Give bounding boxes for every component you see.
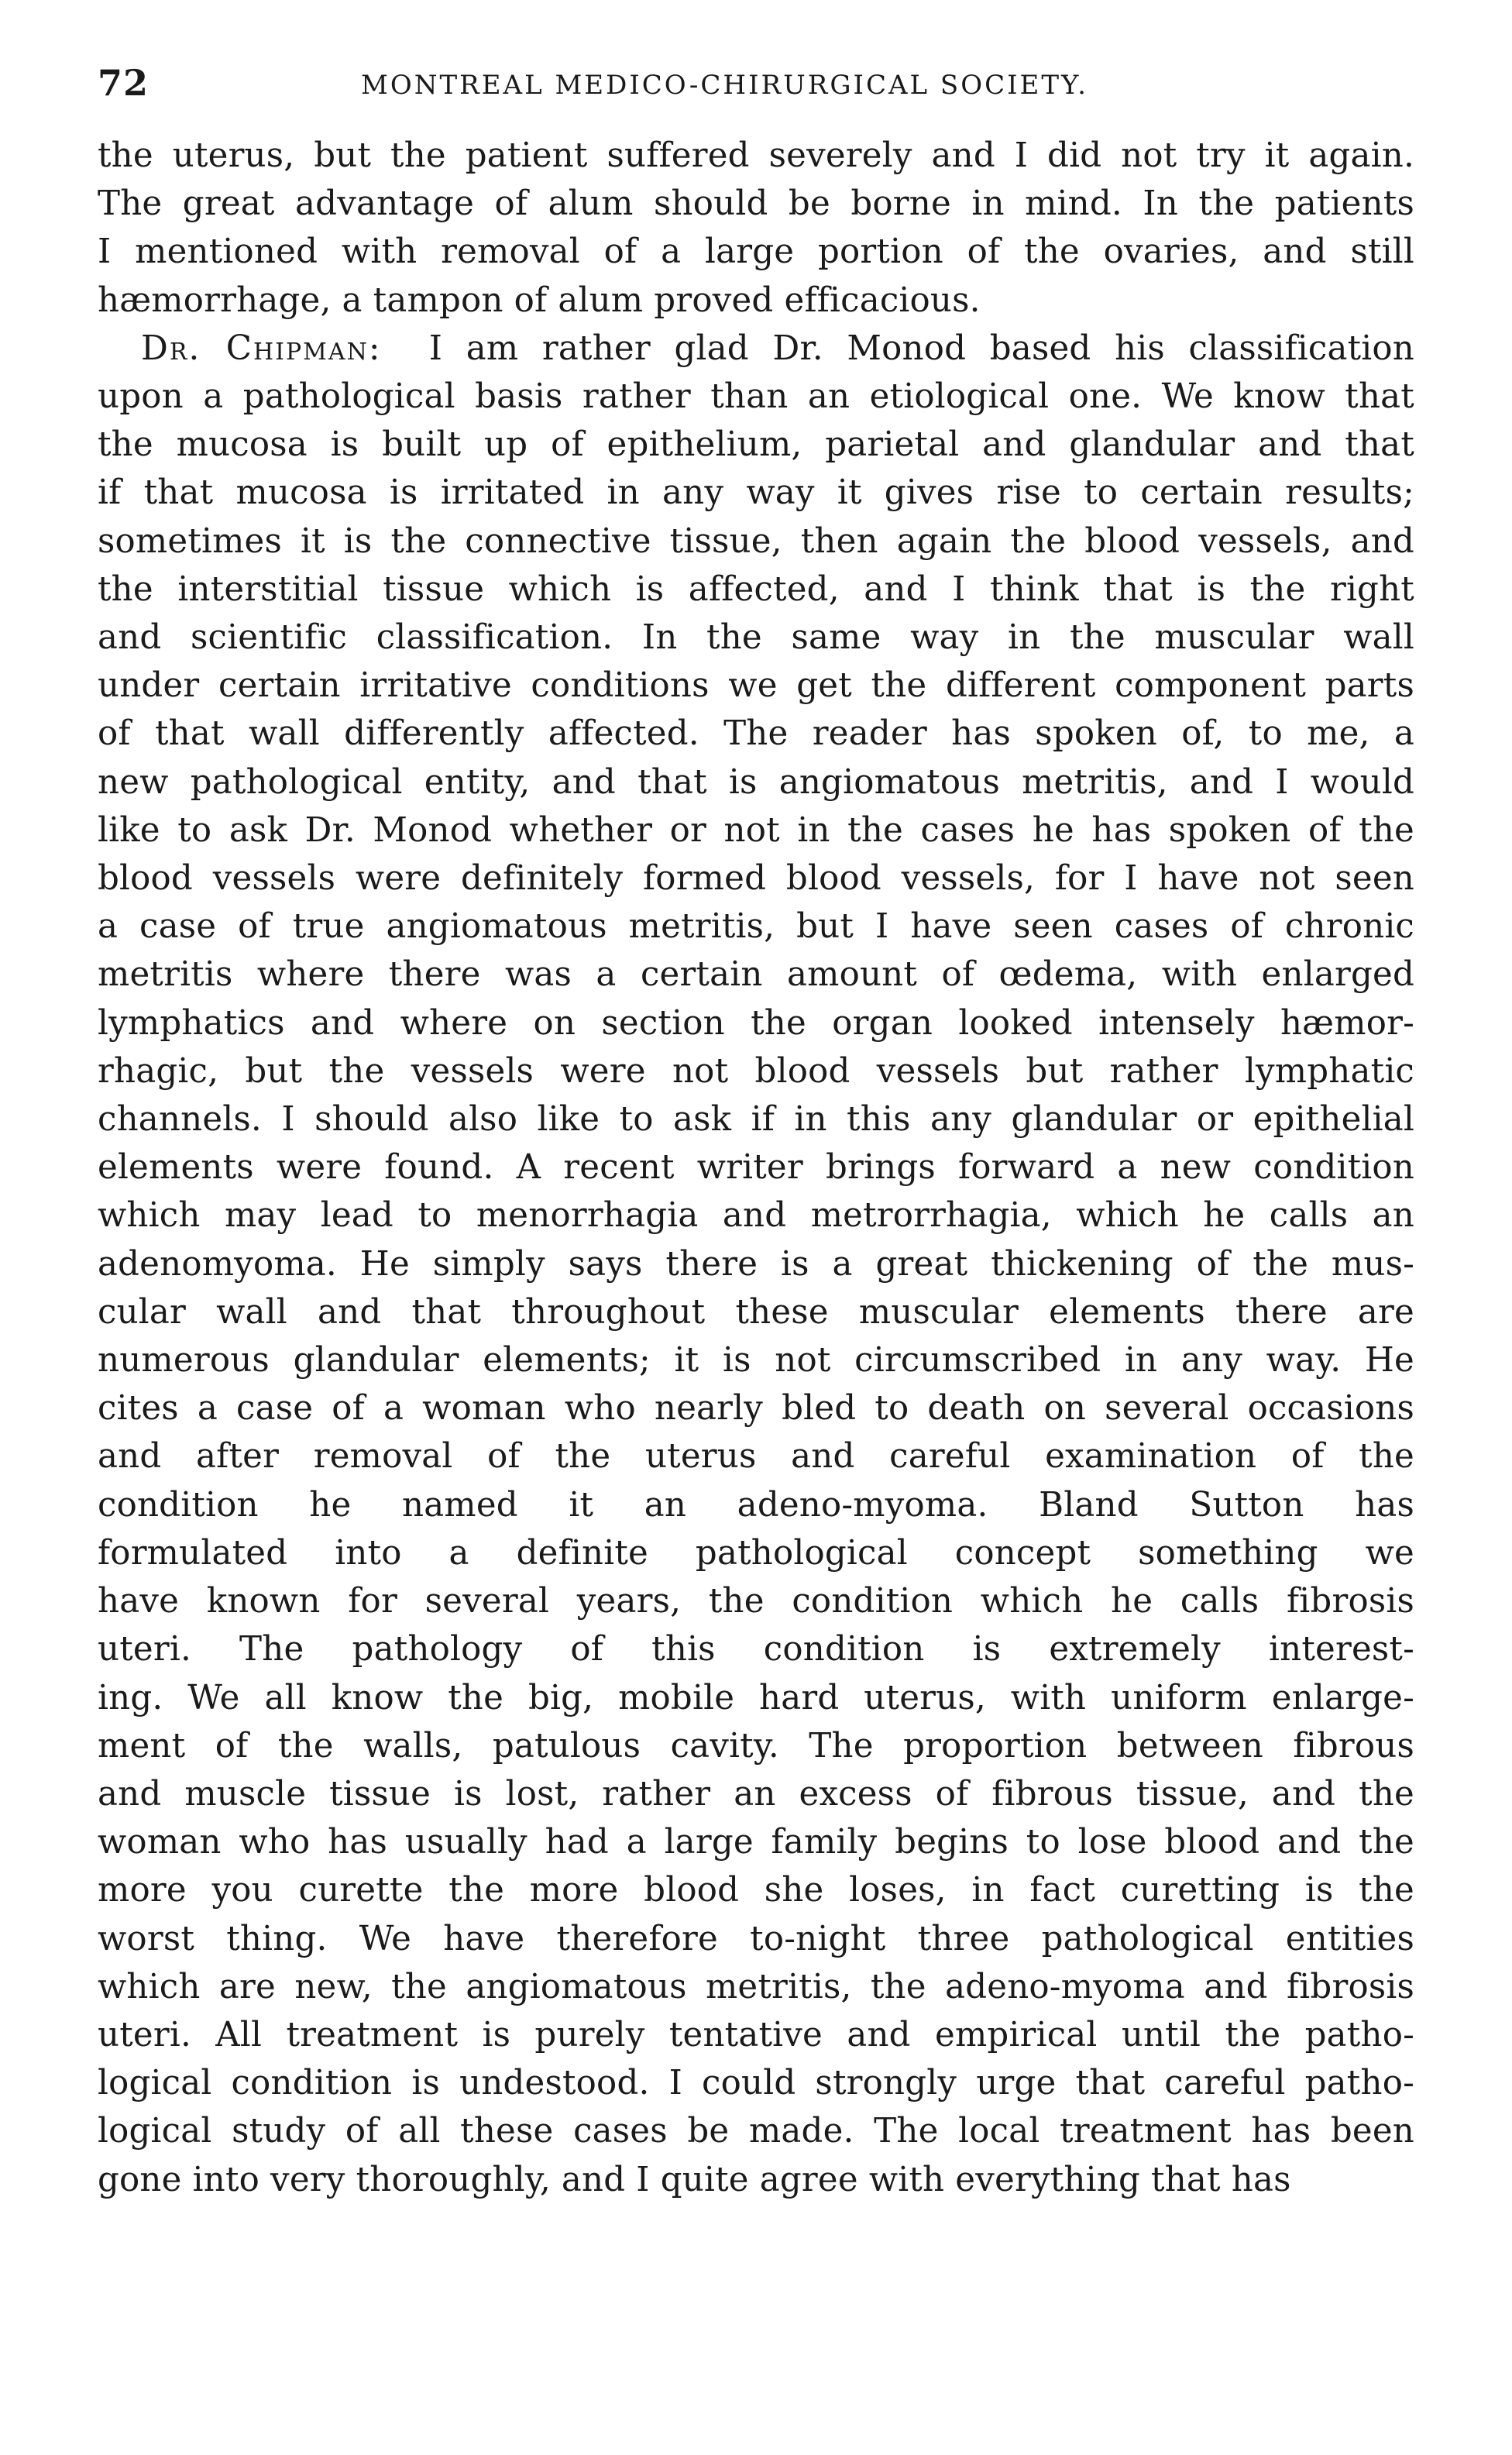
text-line: have known for several years, the condition which he calls fibrosis: [98, 1582, 1414, 1621]
text-line: cites a case of a woman who nearly bled to death on several occasions: [98, 1389, 1414, 1429]
first-line-text: I am rather glad Dr. Monod based his classification: [428, 328, 1415, 368]
text-line: I mentioned with removal of a large portion of the ovaries, and still: [98, 232, 1414, 272]
text-line: a case of true angiomatous metritis, but I have seen cases of chronic: [98, 907, 1414, 947]
text-line: uteri. The pathology of this condition is extremely interest-: [98, 1630, 1414, 1669]
running-head-title: MONTREAL MEDICO-CHIRURGICAL SOCIETY.: [361, 70, 1088, 101]
text-line: and scientific classification. In the same way in the muscular wall: [98, 618, 1414, 658]
text-line: ing. We all know the big, mobile hard uterus, with uniform enlarge-: [98, 1678, 1414, 1717]
text-line: under certain irritative conditions we get the different component parts: [98, 666, 1414, 706]
text-line: adenomyoma. He simply says there is a great thickening of the mus-: [98, 1244, 1414, 1284]
text-line: and after removal of the uterus and careful examination of the: [98, 1437, 1414, 1477]
text-line-first: [98, 325, 1414, 373]
text-line: if that mucosa is irritated in any way it gives rise to certain results;: [98, 473, 1414, 513]
text-line: condition he named it an adeno-myoma. Bland Sutton has: [98, 1485, 1414, 1525]
text-line: worst thing. We have therefore to-night three pathological entities: [98, 1919, 1414, 1958]
text-line: the uterus, but the patient suffered severely and I did not try it again.: [98, 136, 1414, 175]
text-line: hæmorrhage, a tampon of alum proved efficacious.: [98, 280, 981, 320]
text-line: cular wall and that throughout these muscular elements there are: [98, 1292, 1414, 1332]
text-line: the mucosa is built up of epithelium, parietal and glandular and that: [98, 425, 1414, 465]
text-line: like to ask Dr. Monod whether or not in the cases he has spoken of the: [98, 810, 1414, 850]
text-line: and muscle tissue is lost, rather an excess of fibrous tissue, and the: [98, 1774, 1414, 1814]
text-line: numerous glandular elements; it is not circumscribed in any way. He: [98, 1341, 1414, 1381]
text-line: which are new, the angiomatous metritis, the adeno-myoma and fibrosis: [98, 1967, 1414, 2006]
text-line: blood vessels were definitely formed blood vessels, for I have not seen: [98, 859, 1414, 899]
speaker-name: Dr. Chipman:: [141, 328, 382, 368]
text-line: The great advantage of alum should be borne in mind. In the patients: [98, 184, 1414, 224]
book-page: [98, 62, 1414, 2204]
text-line: woman who has usually had a large family begins to lose blood and the: [98, 1823, 1414, 1862]
text-line: logical condition is undestood. I could strongly urge that careful patho-: [98, 2064, 1414, 2103]
text-line: logical study of all these cases be made. The local treatment has been: [98, 2112, 1414, 2151]
text-line: more you curette the more blood she loses, in fact curetting is the: [98, 1871, 1414, 1910]
text-line: rhagic, but the vessels were not blood vessels but rather lymphatic: [98, 1051, 1414, 1091]
running-head: [98, 62, 1414, 132]
text-line: channels. I should also like to ask if in this any glandular or epithelial: [98, 1100, 1414, 1140]
text-line: the interstitial tissue which is affected, and I think that is the right: [98, 569, 1414, 609]
text-line: which may lead to menorrhagia and metrorrhagia, which he calls an: [98, 1196, 1414, 1236]
text-line: elements were found. A recent writer brings forward a new condition: [98, 1148, 1414, 1188]
paragraph-alum: [98, 132, 1414, 325]
text-line: new pathological entity, and that is angiomatous metritis, and I would: [98, 762, 1414, 802]
paragraph-chipman: [98, 325, 1414, 2204]
text-line: of that wall differently affected. The reader has spoken of, to me, a: [98, 714, 1414, 754]
text-line: gone into very thoroughly, and I quite agree with everything that has: [98, 2160, 1291, 2199]
text-line: metritis where there was a certain amount of œdema, with enlarged: [98, 955, 1414, 995]
text-line: ment of the walls, patulous cavity. The proportion between fibrous: [98, 1726, 1414, 1766]
text-line: uteri. All treatment is purely tentative and empirical until the patho-: [98, 2015, 1414, 2054]
paragraph-lines: [98, 373, 1414, 2204]
text-line: sometimes it is the connective tissue, then again the blood vessels, and: [98, 521, 1414, 561]
page-number: 72: [98, 62, 149, 104]
text-line: lymphatics and where on section the organ looked intensely hæmor-: [98, 1003, 1414, 1043]
text-line: formulated into a definite pathological concept something we: [98, 1533, 1414, 1573]
text-line: upon a pathological basis rather than an etiological one. We know that: [98, 377, 1414, 417]
body-text: [98, 132, 1414, 2204]
